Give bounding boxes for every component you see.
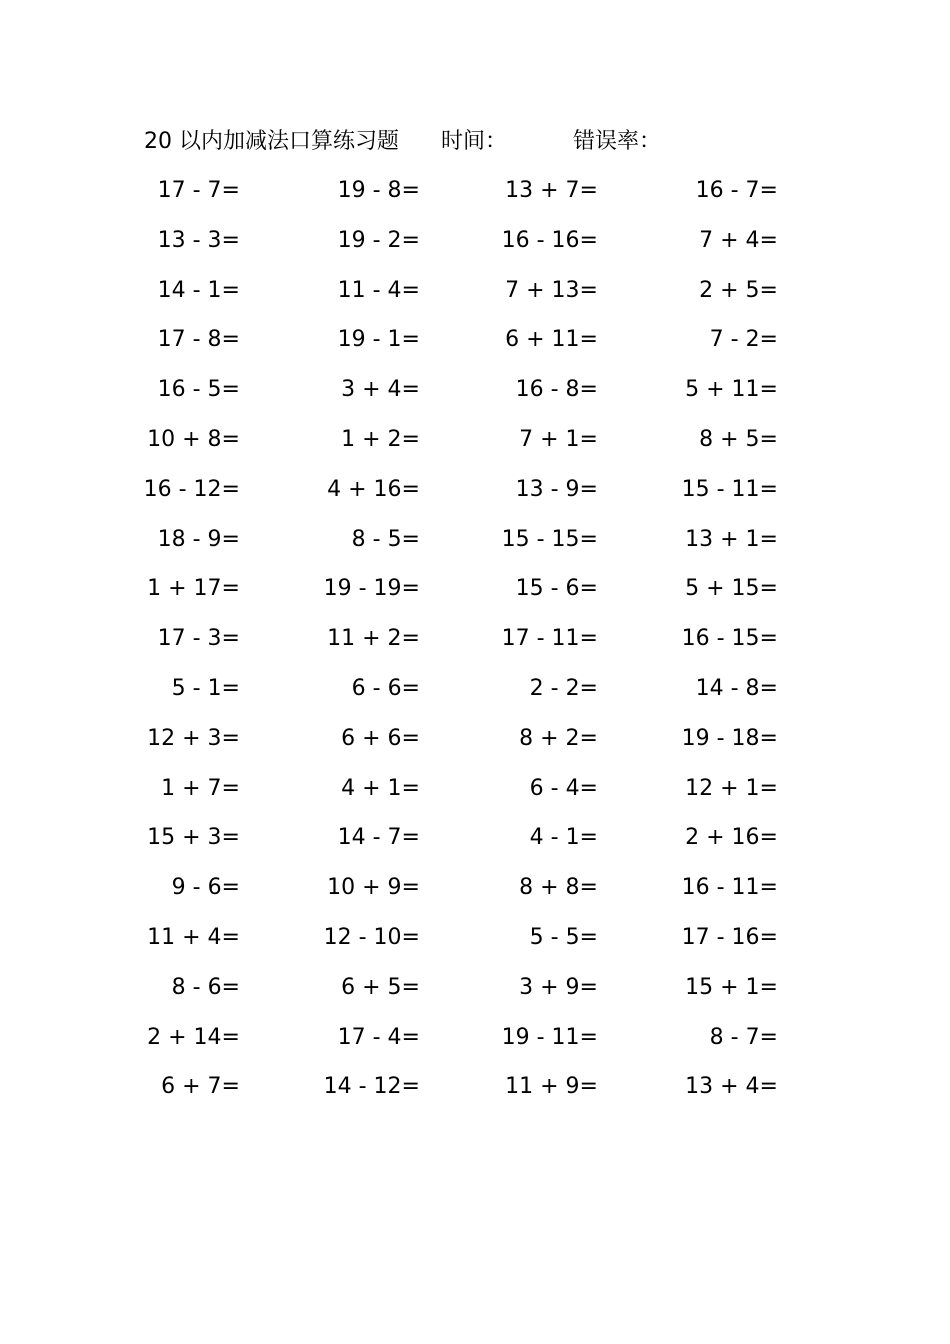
problem-cell: 7 - 2= [709, 327, 778, 353]
problem-cell: 8 - 5= [351, 526, 420, 552]
problem-cell: 6 + 5= [341, 974, 420, 1000]
problem-cell: 2 + 16= [685, 825, 778, 851]
problem-row [0, 1019, 950, 1069]
problem-cell: 16 - 12= [143, 476, 240, 502]
problem-row [0, 869, 950, 919]
problem-cell: 13 - 9= [515, 476, 598, 502]
problem-cell: 6 - 6= [351, 675, 420, 701]
problem-cell: 19 - 19= [323, 576, 420, 602]
problem-cell: 10 + 9= [327, 875, 420, 901]
problem-row [0, 272, 950, 322]
problem-cell: 8 - 7= [709, 1024, 778, 1050]
problem-cell: 8 + 8= [519, 875, 598, 901]
problem-cell: 3 + 4= [341, 377, 420, 403]
problem-row [0, 969, 950, 1019]
problem-cell: 11 + 9= [505, 1074, 598, 1100]
problem-cell: 1 + 2= [341, 426, 420, 452]
problem-cell: 2 - 2= [529, 675, 598, 701]
problem-cell: 1 + 17= [147, 576, 240, 602]
problem-cell: 16 - 7= [695, 178, 778, 203]
problem-row [0, 521, 950, 571]
problem-cell: 5 - 5= [529, 924, 598, 950]
problem-grid [0, 172, 950, 1118]
problem-row [0, 222, 950, 272]
problem-cell: 17 - 7= [157, 178, 240, 203]
problem-cell: 16 - 16= [501, 227, 598, 253]
problem-cell: 16 - 11= [681, 875, 778, 901]
problem-cell: 4 + 16= [327, 476, 420, 502]
problem-cell: 13 + 7= [505, 178, 598, 203]
problem-cell: 11 + 4= [147, 924, 240, 950]
problem-cell: 15 - 11= [681, 476, 778, 502]
problem-cell: 2 + 14= [147, 1024, 240, 1050]
problem-row [0, 819, 950, 869]
problem-cell: 11 + 2= [327, 626, 420, 652]
problem-cell: 12 - 10= [323, 924, 420, 950]
problem-cell: 14 - 8= [695, 675, 778, 701]
problem-row [0, 620, 950, 670]
problem-row [0, 1068, 950, 1118]
problem-cell: 11 - 4= [337, 277, 420, 303]
problem-cell: 6 + 6= [341, 725, 420, 751]
problem-row [0, 720, 950, 770]
problem-row [0, 570, 950, 620]
problem-cell: 12 + 3= [147, 725, 240, 751]
problem-cell: 6 + 11= [505, 327, 598, 353]
problem-cell: 15 + 1= [685, 974, 778, 1000]
problem-cell: 5 + 15= [685, 576, 778, 602]
problem-cell: 14 - 1= [157, 277, 240, 303]
problem-cell: 8 + 5= [699, 426, 778, 452]
problem-row [0, 421, 950, 471]
problem-cell: 7 + 1= [519, 426, 598, 452]
problem-cell: 5 + 11= [685, 377, 778, 403]
problem-row [0, 770, 950, 820]
problem-cell: 13 + 4= [685, 1074, 778, 1100]
problem-cell: 14 - 12= [323, 1074, 420, 1100]
problem-cell: 13 - 3= [157, 227, 240, 253]
problem-cell: 7 + 13= [505, 277, 598, 303]
problem-cell: 6 + 7= [161, 1074, 240, 1100]
problem-cell: 17 - 16= [681, 924, 778, 950]
problem-cell: 4 + 1= [341, 775, 420, 801]
problem-cell: 19 - 1= [337, 327, 420, 353]
problem-cell: 15 - 6= [515, 576, 598, 602]
problem-cell: 19 - 11= [501, 1024, 598, 1050]
problem-row [0, 321, 950, 371]
problem-cell: 16 - 5= [157, 377, 240, 403]
problem-cell: 2 + 5= [699, 277, 778, 303]
problem-cell: 6 - 4= [529, 775, 598, 801]
problem-cell: 16 - 8= [515, 377, 598, 403]
problem-cell: 19 - 18= [681, 725, 778, 751]
problem-cell: 17 - 4= [337, 1024, 420, 1050]
problem-cell: 17 - 8= [157, 327, 240, 353]
worksheet-title: 20 以内加减法口算练习题 [144, 129, 399, 154]
problem-cell: 5 - 1= [171, 675, 240, 701]
problem-cell: 15 + 3= [147, 825, 240, 851]
problem-cell: 17 - 3= [157, 626, 240, 652]
problem-cell: 14 - 7= [337, 825, 420, 851]
problem-cell: 16 - 15= [681, 626, 778, 652]
time-label: 时间： [441, 129, 508, 154]
problem-cell: 18 - 9= [157, 526, 240, 552]
problem-row [0, 371, 950, 421]
problem-row [0, 670, 950, 720]
error-rate-label: 错误率： [573, 129, 662, 154]
problem-cell: 12 + 1= [685, 775, 778, 801]
problem-cell: 10 + 8= [147, 426, 240, 452]
problem-row [0, 471, 950, 521]
problem-cell: 13 + 1= [685, 526, 778, 552]
problem-cell: 9 - 6= [171, 875, 240, 901]
problem-cell: 19 - 8= [337, 178, 420, 203]
problem-cell: 17 - 11= [501, 626, 598, 652]
problem-cell: 15 - 15= [501, 526, 598, 552]
problem-cell: 19 - 2= [337, 227, 420, 253]
problem-cell: 4 - 1= [529, 825, 598, 851]
problem-cell: 1 + 7= [161, 775, 240, 801]
problem-cell: 3 + 9= [519, 974, 598, 1000]
problem-cell: 8 + 2= [519, 725, 598, 751]
problem-cell: 7 + 4= [699, 227, 778, 253]
problem-row [0, 172, 950, 222]
problem-cell: 8 - 6= [171, 974, 240, 1000]
problem-row [0, 919, 950, 969]
